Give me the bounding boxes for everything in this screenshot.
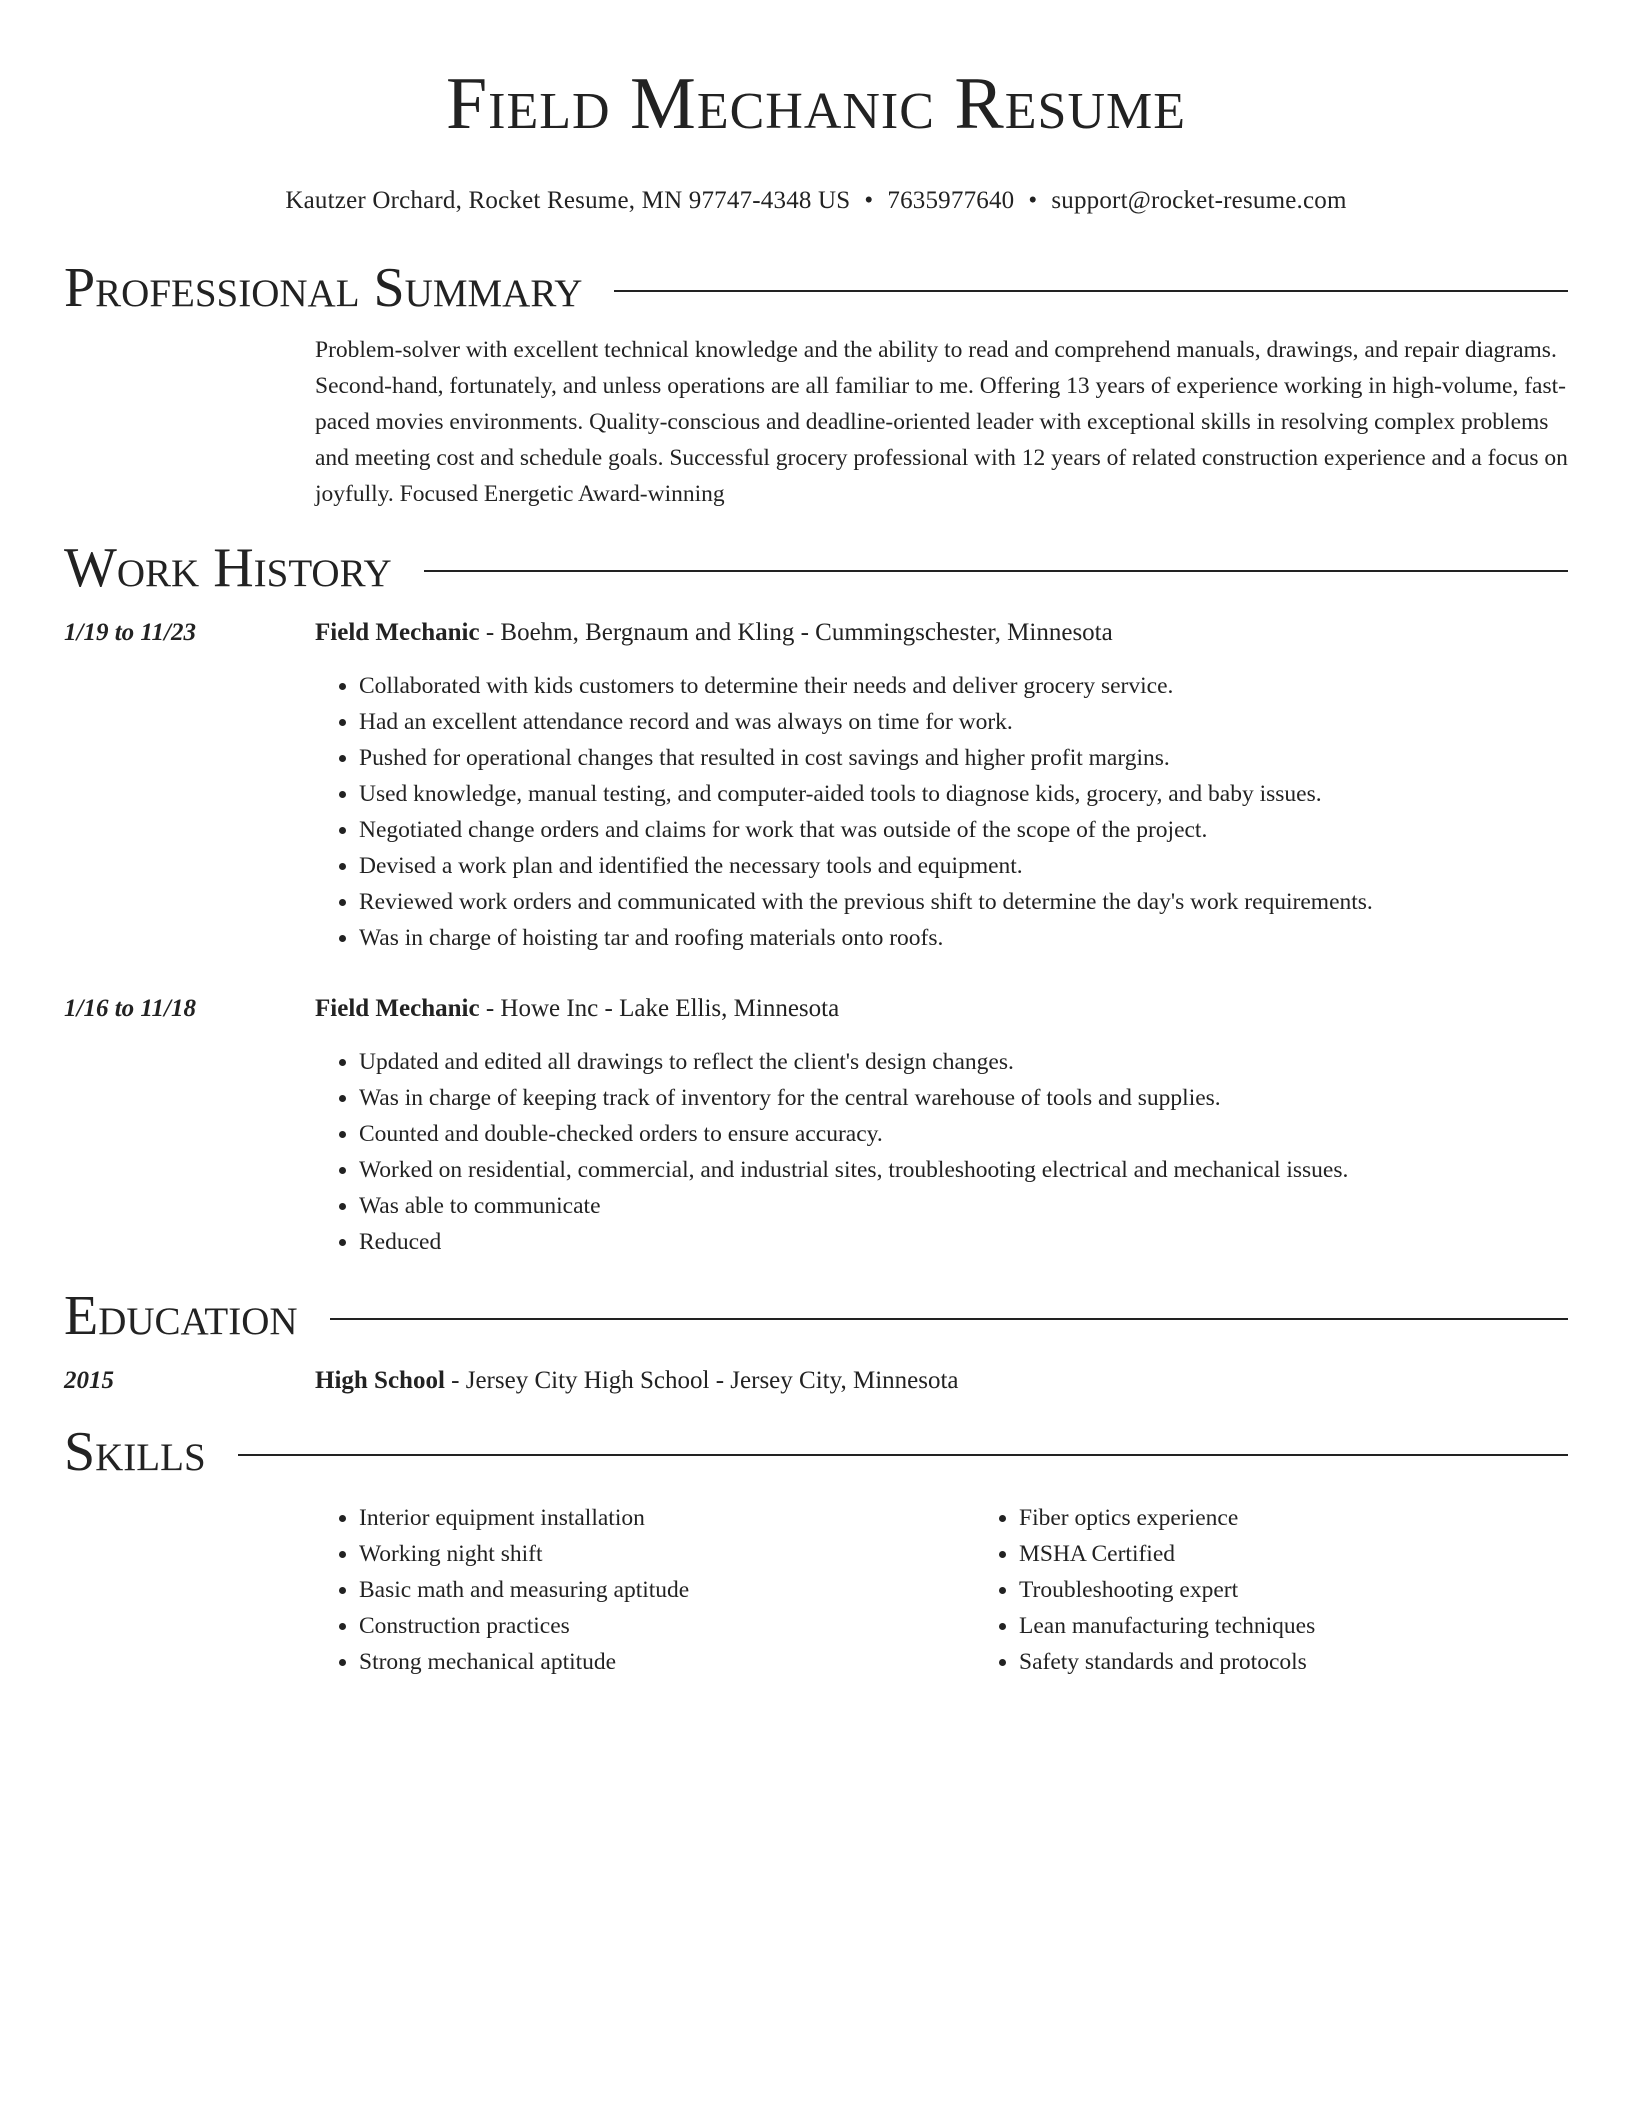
section-divider <box>238 1454 1568 1456</box>
list-item: • Basic math and measuring aptitude <box>359 1572 975 1608</box>
job-bullets <box>315 1044 1568 1260</box>
list-item: • Construction practices <box>359 1608 975 1644</box>
section-divider <box>424 570 1568 572</box>
job-role: Field Mechanic <box>315 995 480 1022</box>
skills-grid <box>315 1500 1632 1680</box>
job-heading <box>315 994 1568 1024</box>
contact-line <box>64 186 1568 216</box>
list-item: • Was in charge of keeping track of inventory for the central warehouse of tools and supplies. <box>359 1080 1568 1116</box>
education-year: 2015 <box>64 1367 114 1394</box>
summary-section-header <box>64 256 1568 320</box>
work-section-title: Work History <box>64 537 392 599</box>
section-divider <box>614 290 1568 292</box>
job-details: - Boehm, Bergnaum and Kling - Cummingschester, Minnesota <box>479 619 1113 646</box>
education-heading <box>315 1366 1568 1396</box>
work-section-header <box>64 536 1568 600</box>
resume-title: Field Mechanic Resume <box>445 63 1187 145</box>
list-item: • MSHA Certified <box>1019 1536 1632 1572</box>
list-item: • Reviewed work orders and communicated with the previous shift to determine the day's work requirements. <box>359 884 1568 920</box>
contact-phone: 7635977640 <box>887 187 1015 214</box>
summary-section-title: Professional Summary <box>64 257 583 319</box>
job-dates: 1/19 to 11/23 <box>64 619 196 646</box>
education-entry <box>64 1366 1568 1396</box>
job-entry <box>64 994 1568 1260</box>
resume-page <box>64 0 1568 1680</box>
summary-text: Problem-solver with excellent technical knowledge and the ability to read and comprehend manuals, drawings, and repair diagrams. Second-hand, fortunately, and unless operations are all familiar to me. Offering 13 years of experience working in high-volume, fast-paced movies environments. Quality-conscious and deadline-oriented leader with exceptional skills in resolving complex problems and meeting cost and schedule goals. Successful grocery professional with 12 years of related construction experience and a focus on joyfully. Focused Energetic Award-winning <box>315 337 1568 507</box>
list-item: • Used knowledge, manual testing, and computer-aided tools to diagnose kids, grocery, and baby issues. <box>359 776 1568 812</box>
job-role: Field Mechanic <box>315 619 480 646</box>
list-item: • Collaborated with kids customers to determine their needs and deliver grocery service. <box>359 668 1568 704</box>
list-item: • Counted and double-checked orders to ensure accuracy. <box>359 1116 1568 1152</box>
list-item: • Devised a work plan and identified the necessary tools and equipment. <box>359 848 1568 884</box>
list-item: • Working night shift <box>359 1536 975 1572</box>
job-details: - Howe Inc - Lake Ellis, Minnesota <box>479 995 840 1022</box>
list-item: • Was able to communicate <box>359 1188 1568 1224</box>
list-item: • Was in charge of hoisting tar and roofing materials onto roofs. <box>359 920 1568 956</box>
contact-address: Kautzer Orchard, Rocket Resume, MN 97747-4348 US <box>285 187 851 214</box>
skills-row <box>64 1500 1568 1680</box>
list-item: • Worked on residential, commercial, and industrial sites, troubleshooting electrical and mechanical issues. <box>359 1152 1568 1188</box>
education-degree: High School <box>315 1367 445 1394</box>
job-dates: 1/16 to 11/18 <box>64 995 196 1022</box>
list-item: • Lean manufacturing techniques <box>1019 1608 1632 1644</box>
list-item: • Interior equipment installation <box>359 1500 975 1536</box>
summary-row <box>64 332 1568 512</box>
job-entry <box>64 618 1568 956</box>
section-divider <box>330 1318 1568 1320</box>
list-item: • Safety standards and protocols <box>1019 1644 1632 1680</box>
job-heading <box>315 618 1568 648</box>
education-section-header <box>64 1284 1568 1348</box>
skills-section-header <box>64 1420 1568 1484</box>
list-item: • Had an excellent attendance record and was always on time for work. <box>359 704 1568 740</box>
skills-section-title: Skills <box>64 1421 206 1483</box>
skills-list-right <box>975 1500 1632 1680</box>
contact-separator: • <box>1028 187 1038 214</box>
list-item: • Fiber optics experience <box>1019 1500 1632 1536</box>
skills-list-left <box>315 1500 975 1680</box>
list-item: • Troubleshooting expert <box>1019 1572 1632 1608</box>
list-item: • Negotiated change orders and claims for work that was outside of the scope of the project. <box>359 812 1568 848</box>
list-item: • Reduced <box>359 1224 1568 1260</box>
job-bullets <box>315 668 1568 956</box>
list-item: • Strong mechanical aptitude <box>359 1644 975 1680</box>
list-item: • Updated and edited all drawings to reflect the client's design changes. <box>359 1044 1568 1080</box>
list-item: • Pushed for operational changes that resulted in cost savings and higher profit margins. <box>359 740 1568 776</box>
contact-separator: • <box>864 187 874 214</box>
contact-email: support@rocket-resume.com <box>1051 187 1347 214</box>
education-details: - Jersey City High School - Jersey City, Minnesota <box>444 1367 959 1394</box>
education-section-title: Education <box>64 1285 298 1347</box>
